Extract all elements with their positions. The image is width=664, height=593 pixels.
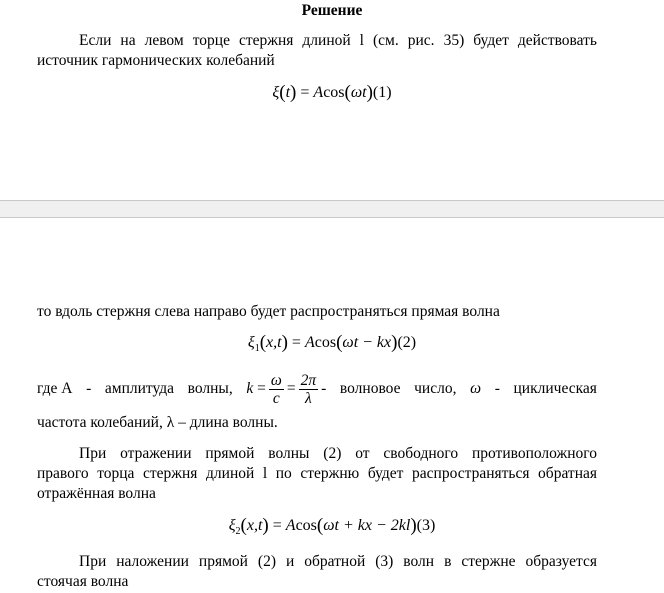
formula-amplitude: A (304, 334, 315, 351)
formula-2: $\xi_1(x,t) = Acos(\omega t - kx)(2)$ (247, 332, 417, 354)
fraction-omega-c (269, 372, 284, 407)
document-page-bottom (0, 218, 664, 593)
fraction-denominator: c (272, 389, 280, 407)
formula-3: $\xi_2(x,t) = Acos(\omega t$ + kx − 2kl)(3) (228, 515, 436, 537)
word: амплитуда (104, 380, 174, 397)
formula-cos: cos (314, 334, 337, 351)
word: - (86, 380, 92, 397)
formula-eq: = (291, 334, 301, 351)
paragraph-line: При наложении прямой (2) и обратной (3) волн в стержне образуется (79, 553, 597, 570)
formula-k: k (246, 380, 254, 397)
formula-amplitude: A (285, 517, 296, 534)
formula-number: (1) (372, 84, 392, 101)
formula-argument: ωt − kx (342, 334, 392, 351)
formula-eq: = (272, 517, 282, 534)
formula-argument: ωt (350, 84, 367, 101)
word: - (494, 380, 500, 397)
fraction-2pi-lambda (299, 372, 319, 407)
paragraph-line: стоячая волна (37, 573, 129, 590)
formula-symbol: ξ (247, 334, 255, 351)
wave-number-formula (246, 372, 326, 407)
formula-eq: = (286, 380, 296, 397)
word: циклическая (513, 380, 597, 397)
formula-number: (3) (416, 517, 436, 534)
paragraph-line: источник гармонических колебаний (37, 52, 275, 69)
paragraph-line (37, 370, 597, 408)
paragraph-line: отражённая волна (37, 485, 156, 502)
word: число, (414, 380, 457, 397)
paragraph-line: правого торца стержня длиной l по стержню будет распространяться обратная (37, 465, 597, 482)
paragraph-line: Если на левом торце стержня длиной l (см. рис. 35) будет действовать (79, 32, 597, 49)
fraction-numerator: 2π (300, 371, 317, 389)
formula-subscript: 1 (254, 343, 260, 354)
formula-args: x,t (266, 334, 282, 351)
word: где А (37, 380, 73, 397)
page-separator (0, 200, 664, 218)
paragraph-line: При отражении прямой волны (2) от свободного противоположного (79, 445, 597, 462)
formula-symbol: ξ (272, 84, 280, 101)
formula-1: ξ(t) = Acos(ωt)(1) (272, 82, 392, 103)
formula-args: x,t (246, 517, 263, 534)
formula-subscript: 2 (235, 526, 241, 537)
paragraph-wave (37, 302, 597, 322)
paragraph-line: частота колебаний, λ – длина волны. (37, 414, 278, 431)
fraction-denominator: λ (304, 389, 312, 407)
paragraph-reflection (37, 444, 597, 504)
paragraph-line: то вдоль стержня слева направо будет распространяться прямая волна (37, 303, 500, 320)
word: волновое (339, 380, 401, 397)
formula-cos: cos (323, 84, 345, 101)
formula-arg: t (285, 84, 291, 101)
formula-cos: cos (295, 517, 317, 534)
document-page-top (0, 0, 664, 200)
formula-number: (2) (397, 334, 417, 351)
word: - (321, 380, 327, 397)
formula-amplitude: A (313, 84, 324, 101)
formula-omega: ω (470, 380, 482, 397)
formula-argument: ωt + kx − 2kl (323, 517, 411, 534)
section-heading: Решение (301, 2, 363, 19)
paragraph-intro (37, 31, 597, 71)
word: волны, (187, 380, 233, 397)
paragraph-line-block (37, 413, 597, 433)
fraction-numerator: ω (270, 371, 282, 389)
paragraph-superposition (37, 552, 597, 592)
formula-symbol: ξ (228, 517, 236, 534)
formula-eq: = (257, 380, 266, 397)
formula-eq: = (300, 84, 310, 101)
